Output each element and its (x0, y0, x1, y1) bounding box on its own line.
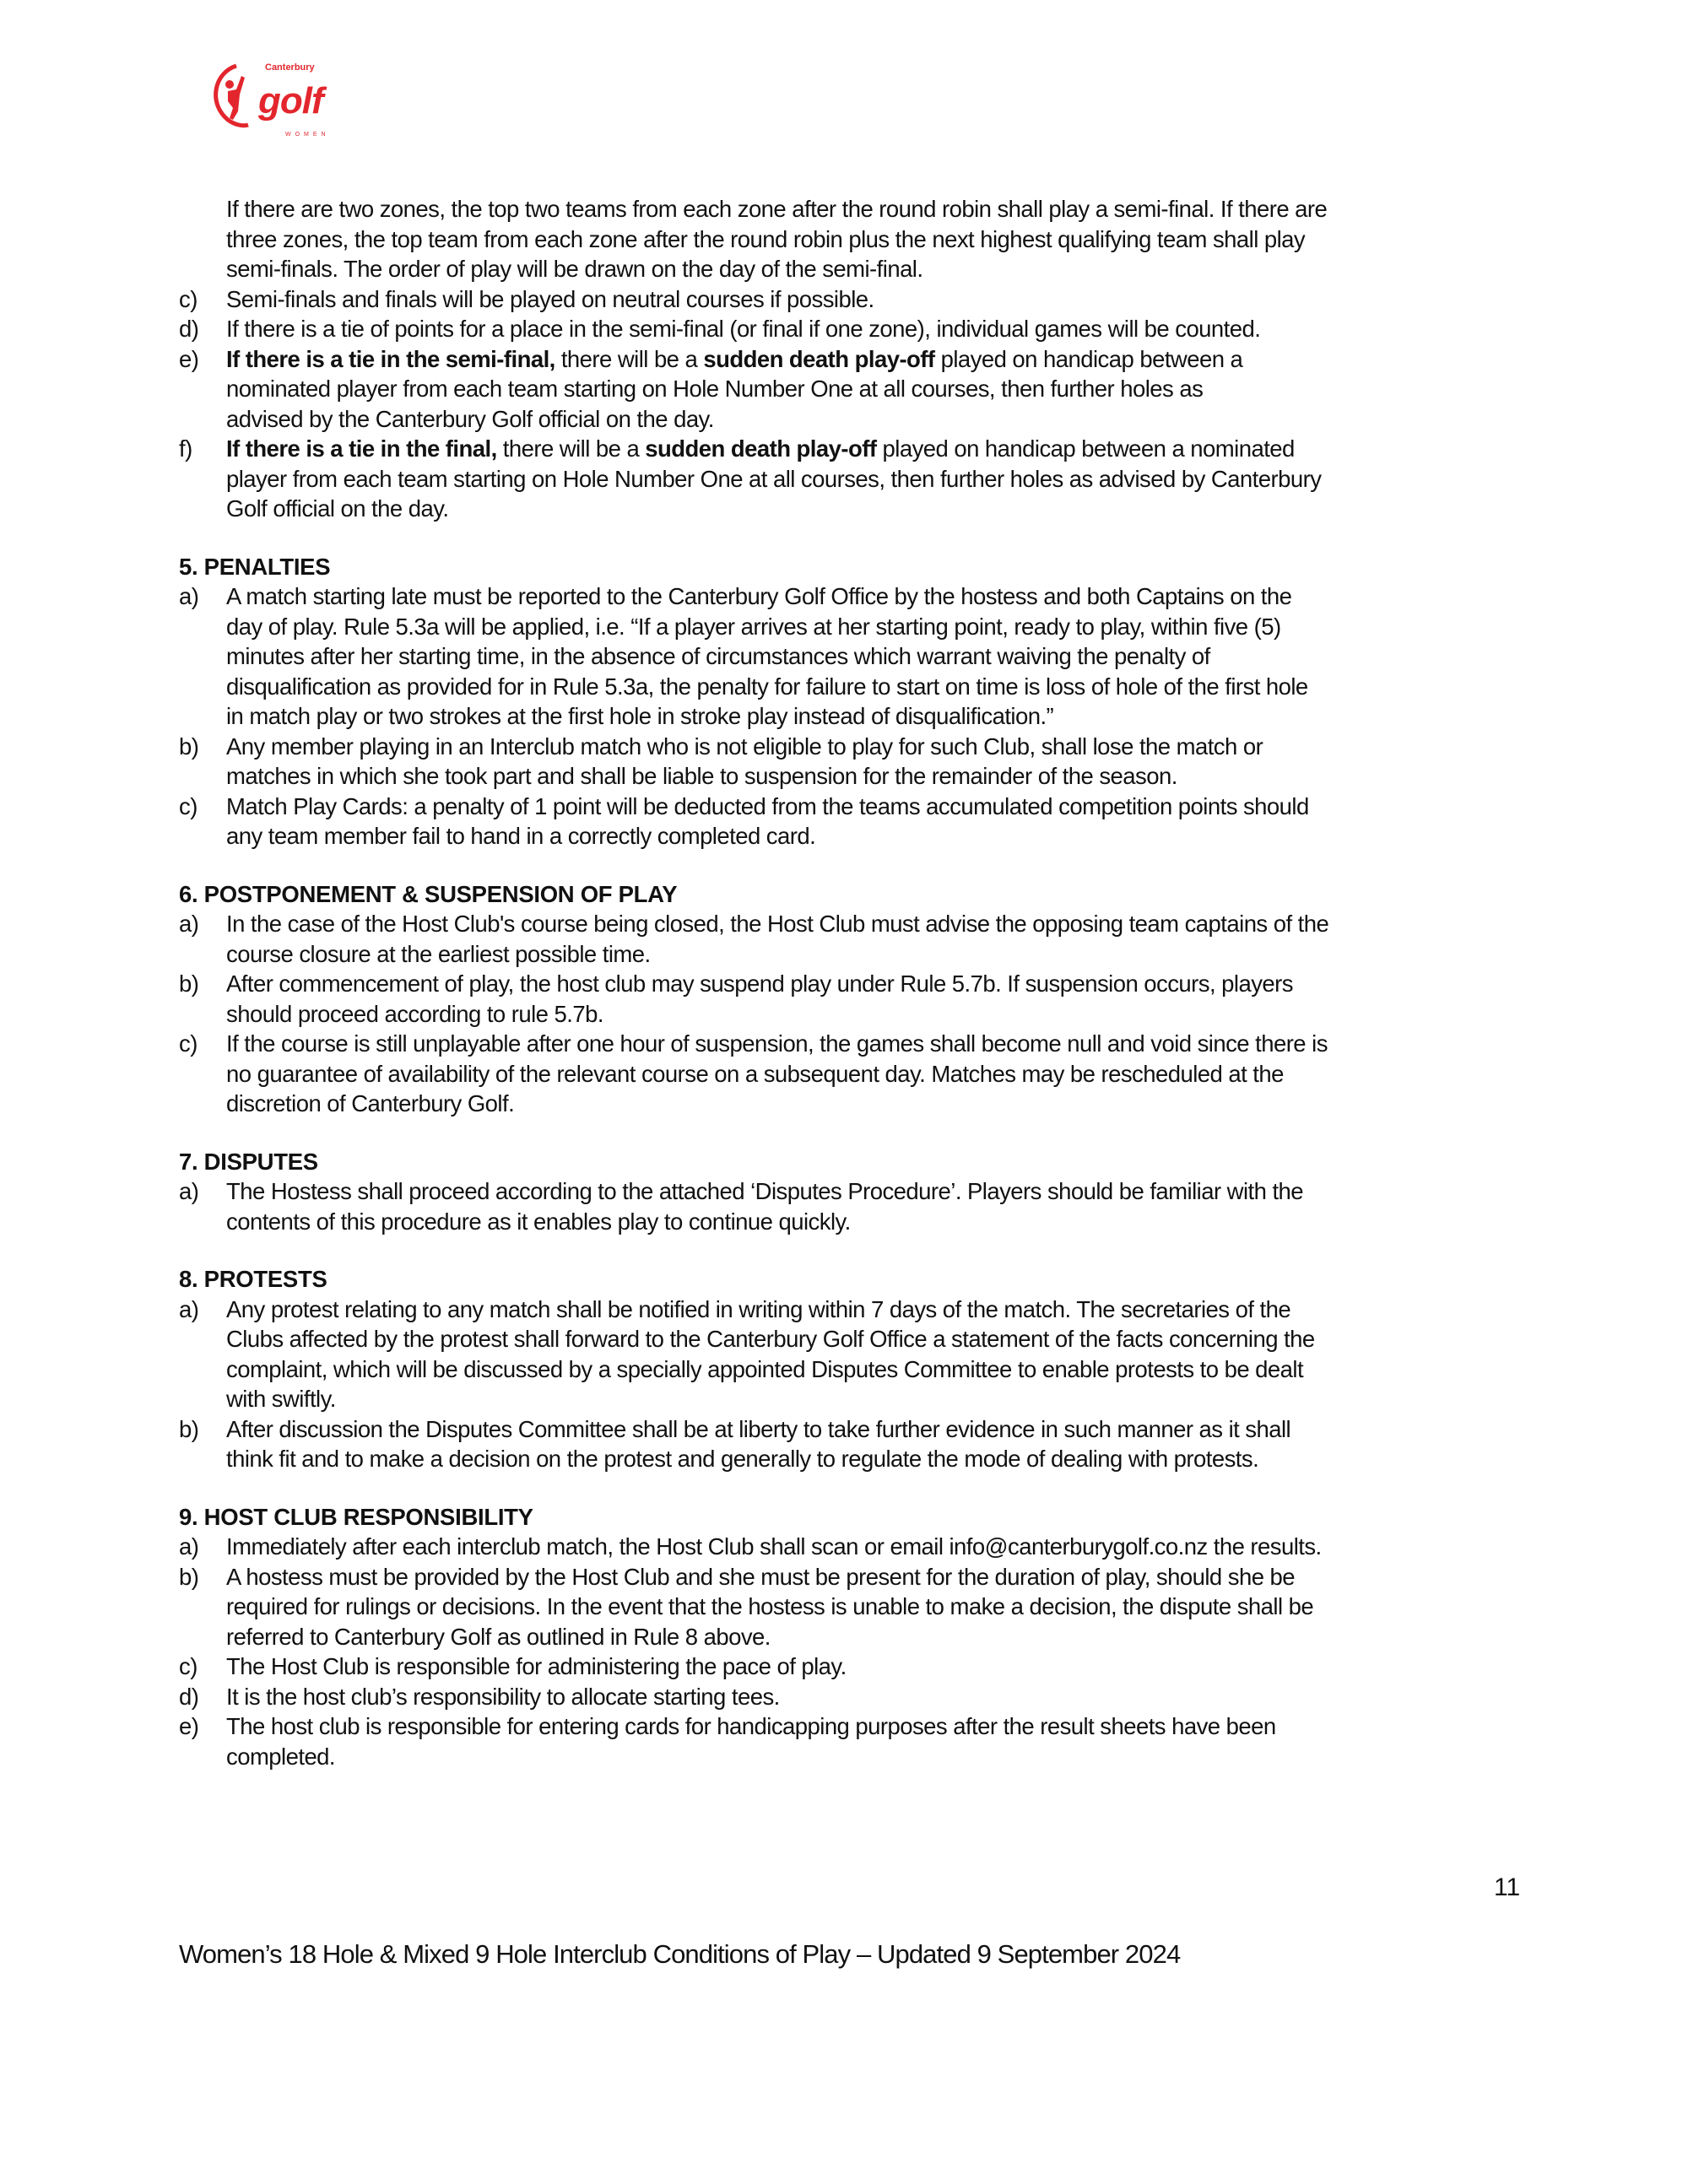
svg-text:Canterbury: Canterbury (265, 62, 315, 73)
text-segment: should proceed according to rule 5.7b. (226, 1000, 603, 1027)
item-text (226, 194, 1327, 224)
text-line (179, 792, 1614, 822)
list-item (179, 1711, 1614, 1771)
text-segment: referred to Canterbury Golf as outlined in Rule 8 above. (226, 1623, 771, 1650)
item-text (226, 1592, 1313, 1622)
item-text (226, 1176, 1303, 1207)
text-line (179, 374, 1614, 404)
list-item (179, 1652, 1614, 1682)
item-text (226, 344, 1242, 375)
section (179, 879, 1614, 1119)
list-item (179, 434, 1614, 524)
document-body (179, 194, 1614, 1771)
list-item (179, 1562, 1614, 1652)
text-segment: any team member fail to hand in a correctly completed card. (226, 823, 816, 849)
bold-text: sudden death play-off (703, 345, 935, 372)
text-line (179, 1354, 1614, 1385)
text-line (179, 1089, 1614, 1119)
text-segment: course closure at the earliest possible time. (226, 940, 651, 967)
text-line (179, 732, 1614, 762)
text-segment: there will be a (496, 435, 646, 462)
item-text (226, 1207, 851, 1237)
text-line (179, 1682, 1614, 1712)
text-segment: After discussion the Disputes Committee shall be at liberty to take further evidence in such manner as it shall (226, 1415, 1291, 1442)
item-text (226, 434, 1295, 464)
item-text (226, 1354, 1303, 1385)
text-segment: Semi-finals and finals will be played on neutral courses if possible. (226, 285, 874, 312)
list-item (179, 1532, 1614, 1562)
section (179, 552, 1614, 851)
text-segment: day of play. Rule 5.3a will be applied, i.e. “If a player arrives at her starting point, ready to play, within five (5) (226, 613, 1281, 640)
text-segment: player from each team starting on Hole Number One at all courses, then further holes as advised by Canterbury (226, 465, 1322, 492)
item-text (226, 1444, 1258, 1474)
item-text (226, 224, 1305, 255)
item-text (226, 1324, 1315, 1354)
text-segment: In the case of the Host Club's course being closed, the Host Club must advise the opposing team captains of the (226, 911, 1329, 937)
text-segment: disqualification as provided for in Rule 5.3a, the penalty for failure to start on time is loss of hole of the first hole (226, 673, 1308, 700)
item-text (226, 1532, 1322, 1562)
text-segment: think fit and to make a decision on the protest and generally to regulate the mode of dealing with protests. (226, 1446, 1259, 1472)
item-label: a) (179, 911, 199, 937)
text-segment: It is the host club’s responsibility to allocate starting tees. (226, 1683, 780, 1710)
item-label: b) (179, 970, 199, 997)
text-line (179, 1562, 1614, 1592)
text-segment: Any member playing in an Interclub match who is not eligible to play for such Club, shall lose the match or (226, 733, 1263, 760)
item-text (226, 1652, 847, 1682)
text-line (179, 1414, 1614, 1445)
text-line (179, 641, 1614, 672)
text-segment: advised by the Canterbury Golf official on the day. (226, 405, 714, 432)
text-segment: Match Play Cards: a penalty of 1 point will be deducted from the teams accumulated competition points should (226, 792, 1309, 819)
item-text (226, 641, 1210, 672)
item-text (226, 1742, 335, 1772)
text-line (179, 1207, 1614, 1237)
section-heading: 7. DISPUTES (179, 1148, 318, 1175)
text-segment: no guarantee of availability of the relevant course on a subsequent day. Matches may be rescheduled at the (226, 1060, 1284, 1087)
list-item (179, 314, 1614, 344)
section (179, 1147, 1614, 1237)
text-line (179, 761, 1614, 792)
item-text (226, 1562, 1295, 1592)
bold-text: If there is a tie in the final, (226, 435, 497, 462)
item-label: b) (179, 1563, 199, 1590)
text-segment: The host club is responsible for entering cards for handicapping purposes after the result sheets have been (226, 1713, 1276, 1739)
item-text (226, 701, 1053, 732)
list-item (179, 284, 1614, 315)
item-label: d) (179, 1683, 199, 1710)
item-text (226, 254, 922, 284)
text-line (179, 999, 1614, 1030)
text-line (179, 1652, 1614, 1682)
list-item (179, 1295, 1614, 1414)
item-label: b) (179, 733, 199, 760)
item-text (226, 1414, 1290, 1445)
item-text (226, 1622, 771, 1652)
item-text (226, 1682, 780, 1712)
section-heading: 8. PROTESTS (179, 1266, 327, 1292)
text-line (179, 254, 1614, 284)
item-text (226, 284, 874, 315)
text-segment: A hostess must be provided by the Host Club and she must be present for the duration of play, should she be (226, 1563, 1296, 1590)
item-text (226, 672, 1308, 702)
text-line (179, 464, 1614, 495)
section-heading: 6. POSTPONEMENT & SUSPENSION OF PLAY (179, 880, 678, 907)
item-label: c) (179, 1030, 197, 1057)
text-line (179, 612, 1614, 642)
text-segment: The Host Club is responsible for administering the pace of play. (226, 1653, 847, 1679)
item-text (226, 1295, 1290, 1325)
text-segment: If the course is still unplayable after one hour of suspension, the games shall become null and void since there is (226, 1030, 1328, 1057)
item-label: a) (179, 583, 199, 609)
text-line (179, 1059, 1614, 1089)
text-segment: contents of this procedure as it enables play to continue quickly. (226, 1208, 851, 1235)
item-label: f) (179, 435, 192, 462)
page-number: 11 (1494, 1873, 1521, 1901)
item-text (226, 1089, 514, 1119)
text-line (179, 1295, 1614, 1325)
text-line (179, 1711, 1614, 1742)
item-text (226, 1059, 1284, 1089)
item-text (226, 939, 651, 970)
bold-text: If there is a tie in the semi-final, (226, 345, 555, 372)
text-segment: The Hostess shall proceed according to the attached ‘Disputes Procedure’. Players should be familiar with the (226, 1178, 1304, 1204)
text-line (179, 194, 1614, 224)
text-segment: If there are two zones, the top two teams from each zone after the round robin shall play a semi-final. If there are (226, 196, 1328, 222)
item-text (226, 999, 603, 1030)
item-label: e) (179, 1713, 199, 1739)
text-segment: played on handicap between a (934, 345, 1243, 372)
list-item (179, 732, 1614, 792)
item-text (226, 1384, 336, 1414)
text-segment: After commencement of play, the host club may suspend play under Rule 5.7b. If suspension occurs, players (226, 970, 1293, 997)
item-text (226, 1711, 1276, 1742)
text-segment: Any protest relating to any match shall be notified in writing within 7 days of the match. The secretaries of the (226, 1295, 1291, 1322)
text-line (179, 1444, 1614, 1474)
section (179, 1502, 1614, 1772)
text-line (179, 1176, 1614, 1207)
text-line (179, 284, 1614, 315)
item-text (226, 909, 1328, 939)
text-line (179, 1324, 1614, 1354)
text-line (179, 821, 1614, 851)
item-text (226, 374, 1203, 404)
text-line (179, 1622, 1614, 1652)
list-item (179, 1176, 1614, 1236)
text-segment: Clubs affected by the protest shall forward to the Canterbury Golf Office a statement of the facts concerning the (226, 1326, 1315, 1352)
text-segment: discretion of Canterbury Golf. (226, 1090, 515, 1116)
text-segment: Golf official on the day. (226, 495, 449, 522)
item-text (226, 612, 1281, 642)
text-segment: semi-finals. The order of play will be drawn on the day of the semi-final. (226, 256, 923, 282)
section (179, 194, 1614, 524)
text-line (179, 1532, 1614, 1562)
item-text (226, 464, 1321, 495)
text-segment: completed. (226, 1743, 336, 1770)
text-segment: Immediately after each interclub match, the Host Club shall scan or email info@canterburygolf.co.nz the results. (226, 1533, 1322, 1560)
text-line (179, 1742, 1614, 1772)
text-line (179, 1592, 1614, 1622)
section (179, 1264, 1614, 1474)
svg-text:WOMEN: WOMEN (285, 132, 330, 138)
text-line (179, 1384, 1614, 1414)
text-segment: there will be a (555, 345, 704, 372)
text-segment: minutes after her starting time, in the absence of circumstances which warrant waiving the penalty of (226, 643, 1210, 669)
document-footer: Women’s 18 Hole & Mixed 9 Hole Interclub Conditions of Play – Updated 9 September 2024 (179, 1939, 1181, 1969)
list-item (179, 792, 1614, 851)
text-line (179, 404, 1614, 435)
item-label: c) (179, 1653, 197, 1679)
item-label: e) (179, 345, 199, 372)
canterbury-golf-logo (209, 59, 370, 138)
text-segment: A match starting late must be reported to the Canterbury Golf Office by the hostess and both Captains on the (226, 583, 1292, 609)
item-label: b) (179, 1415, 199, 1442)
list-item (179, 1029, 1614, 1119)
text-line (179, 701, 1614, 732)
item-label: a) (179, 1178, 199, 1204)
item-label: c) (179, 285, 197, 312)
item-text (226, 732, 1263, 762)
list-item (179, 1414, 1614, 1474)
section-heading: 9. HOST CLUB RESPONSIBILITY (179, 1503, 533, 1530)
item-text (226, 494, 448, 524)
text-segment: played on handicap between a nominated (876, 435, 1295, 462)
list-item (179, 909, 1614, 969)
text-segment: If there is a tie of points for a place in the semi-final (or final if one zone), individual games will be counted. (226, 316, 1261, 342)
text-line (179, 969, 1614, 999)
text-segment: with swiftly. (226, 1386, 336, 1412)
item-label: a) (179, 1295, 199, 1322)
text-line (179, 909, 1614, 939)
item-text (226, 969, 1293, 999)
text-segment: complaint, which will be discussed by a specially appointed Disputes Committee to enable protests to be dealt (226, 1355, 1304, 1382)
list-item (179, 344, 1614, 435)
text-line (179, 434, 1614, 464)
item-text (226, 1029, 1328, 1059)
text-line (179, 672, 1614, 702)
item-label: d) (179, 316, 199, 342)
section-heading: 5. PENALTIES (179, 553, 331, 580)
golfer-swoosh-icon (209, 59, 370, 138)
item-text (226, 314, 1260, 344)
text-line (179, 224, 1614, 255)
list-item (179, 1682, 1614, 1712)
text-line (179, 939, 1614, 970)
text-line (179, 314, 1614, 344)
item-text (226, 792, 1309, 822)
text-line (179, 344, 1614, 375)
list-item (179, 581, 1614, 732)
text-segment: required for rulings or decisions. In the event that the hostess is unable to make a decision, the dispute shall be (226, 1593, 1314, 1619)
item-text (226, 581, 1291, 612)
text-line (179, 1029, 1614, 1059)
item-label: c) (179, 792, 197, 819)
text-segment: nominated player from each team starting on Hole Number One at all courses, then further holes as (226, 376, 1204, 402)
text-line (179, 581, 1614, 612)
text-line (179, 494, 1614, 524)
item-text (226, 761, 1177, 792)
list-item (179, 969, 1614, 1029)
text-segment: three zones, the top team from each zone after the round robin plus the next highest qualifying team shall play (226, 225, 1306, 252)
list-item (179, 194, 1614, 284)
item-text (226, 821, 815, 851)
text-segment: matches in which she took part and shall be liable to suspension for the remainder of the season. (226, 763, 1177, 789)
text-segment: in match play or two strokes at the first hole in stroke play instead of disqualification.” (226, 703, 1054, 729)
item-label: a) (179, 1533, 199, 1560)
bold-text: sudden death play-off (645, 435, 877, 462)
item-text (226, 404, 714, 435)
svg-text:golf: golf (258, 80, 323, 122)
